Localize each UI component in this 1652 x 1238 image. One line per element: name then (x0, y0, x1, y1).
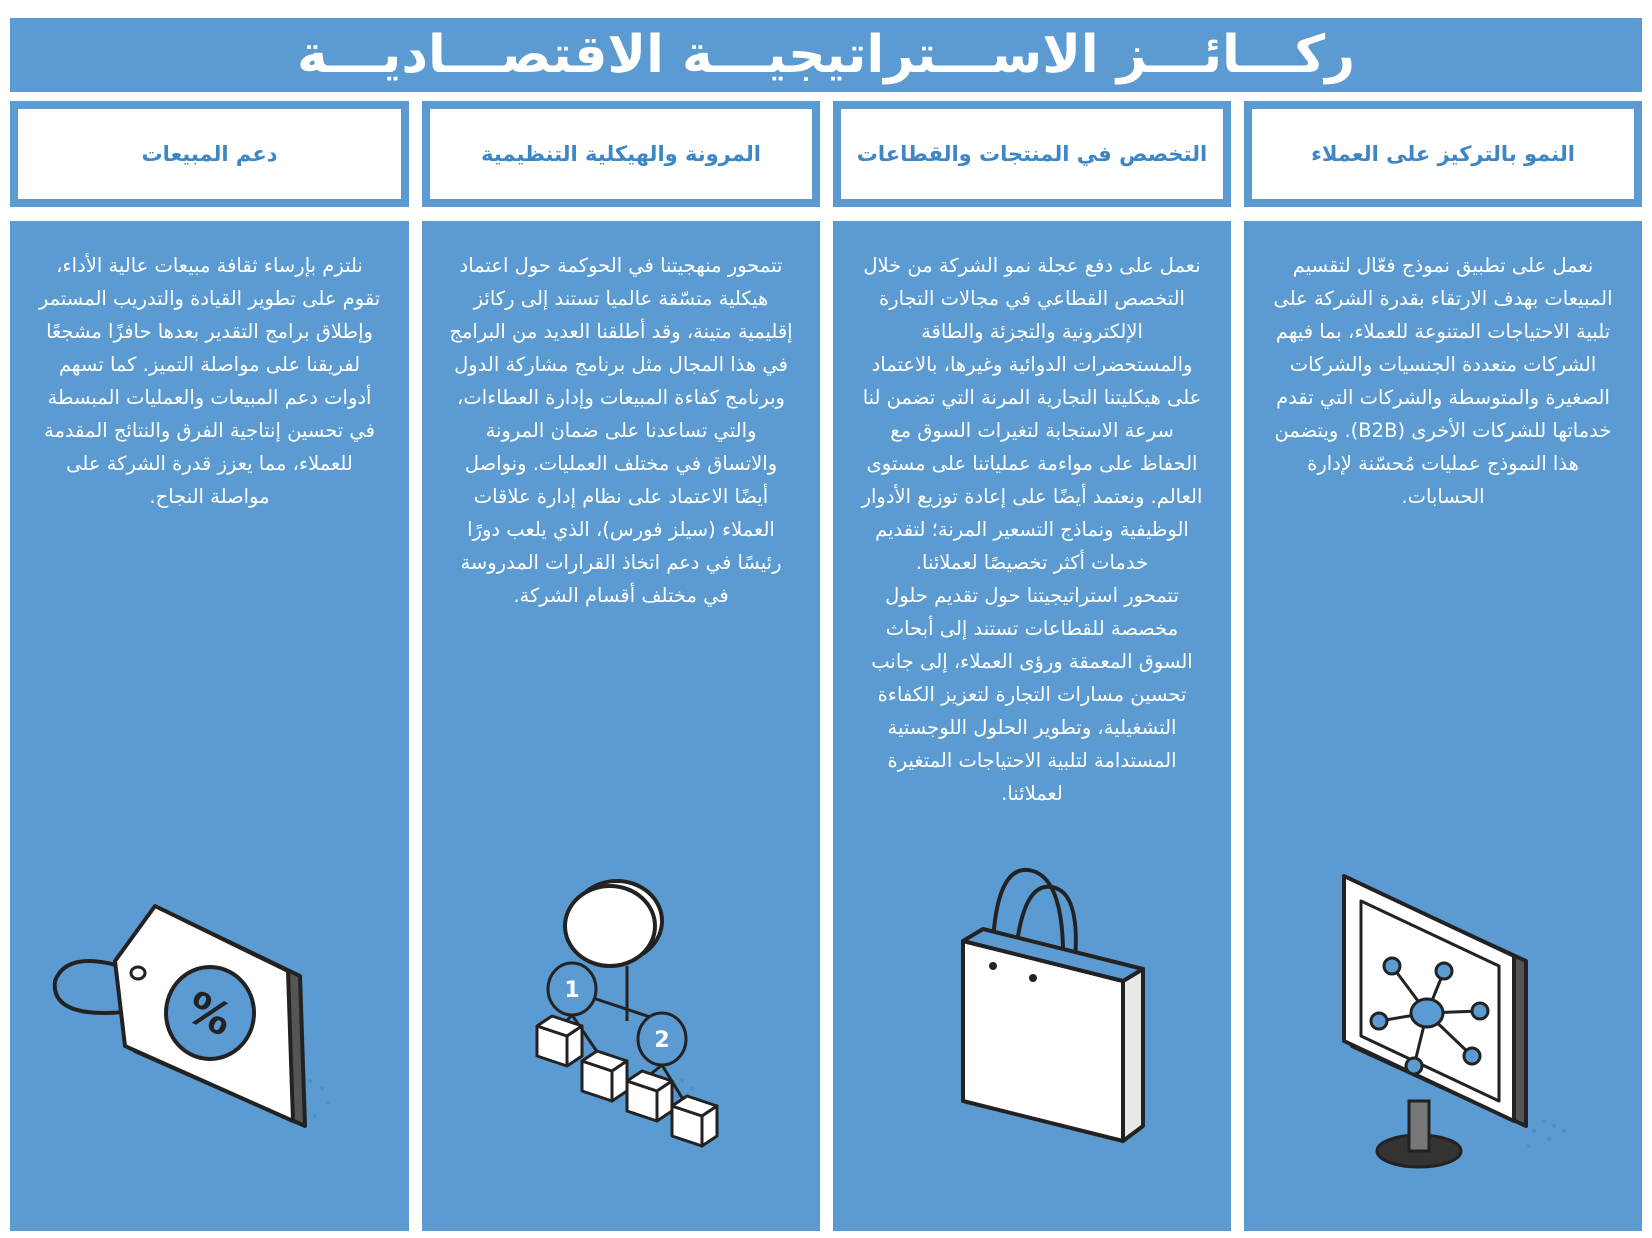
column-gap (820, 221, 833, 1231)
column-2-body (833, 221, 1231, 1231)
column-gap (1231, 221, 1244, 1231)
column-4-text: نلتزم بإرساء ثقافة مبيعات عالية الأداء، تقوم على تطوير القيادة والتدريب المستمر وإطلاق برامج التقدير بعدها حافزًا مشجعًا لفريقنا على مواصلة التميز. كما تسهم أدوات دعم المبيعات والعمليات المبسطة في تحسين إنتاجية الفرق والنتائج المقدمة للعملاء، مما يعزز قدرة الشركة على مواصلة النجاح. (38, 254, 381, 508)
column-2-text-2: تتمحور استراتيجيتنا حول تقديم حلول مخصصة للقطاعات تستند إلى أبحاث السوق المعمقة ورؤى العملاء، إلى جانب تحسين مسارات التجارة لتعزيز الكفاءة التشغيلية، وتطوير الحلول اللوجستية المستدامة لتلبية الاحتياجات المتغيرة لعملائنا. (871, 584, 1193, 805)
column-4-heading: دعم المبيعات (141, 142, 278, 166)
page-title: ركـــائـــز الاســـتراتيجيـــة الاقتصـــاديـــة (296, 25, 1356, 85)
column-1-header (1244, 101, 1642, 207)
column-2-header (833, 101, 1231, 207)
column-1-heading: النمو بالتركيز على العملاء (1311, 142, 1575, 166)
node-2-label: 2 (654, 1028, 670, 1053)
shopping-bag-icon (833, 221, 1231, 1231)
column-3-header (422, 101, 820, 207)
column-3-heading: المرونة والهيكلية التنظيمية (481, 142, 761, 166)
column-2-text: نعمل على دفع عجلة نمو الشركة من خلال التخصص القطاعي في مجالات التجارة الإلكترونية والتجزئة والطاقة والمستحضرات الدوائية وغيرها، بالاعتماد على هيكليتنا التجارية المرنة التي تضمن لنا سرعة الاستجابة لتغيرات السوق مع الحفاظ على مواءمة عملياتنا على مستوى العالم. ونعتمد أيضًا على إعادة توزيع الأدوار الوظيفية ونماذج التسعير المرنة؛ لتقديم خدمات أكثر تخصيصًا لعملائنا. (861, 254, 1203, 574)
column-4-header (10, 101, 409, 207)
column-3-text: تتمحور منهجيتنا في الحوكمة حول اعتماد هيكلية متسّقة عالميا تستند إلى ركائز إقليمية متينة، وقد أطلقنا العديد من البرامج في هذا المجال مثل برنامج مشاركة الدول وبرنامج كفاءة المبيعات وإدارة العطاءات، والتي تساعدنا على ضمان المرونة والاتساق في مختلف العمليات. ونواصل أيضًا الاعتماد على نظام إدارة علاقات العملاء (سيلز فورس)، الذي يلعب دورًا رئيسًا في دعم اتخاذ القرارات المدروسة في مختلف أقسام الشركة. (449, 254, 793, 607)
column-2-heading: التخصص في المنتجات والقطاعات (856, 142, 1208, 166)
column-1-body (1244, 221, 1642, 1231)
percent-symbol: % (178, 981, 241, 1047)
org-chart-icon (422, 221, 820, 1231)
title-banner (10, 18, 1642, 92)
column-3-body (422, 221, 820, 1231)
column-4-body (10, 221, 409, 1231)
column-gap (409, 221, 422, 1231)
monitor-network-icon (1244, 221, 1642, 1231)
node-1-label: 1 (564, 978, 580, 1003)
column-1-text: نعمل على تطبيق نموذج فعّال لتقسيم المبيعات بهدف الارتقاء بقدرة الشركة على تلبية الاحتياجات المتنوعة للعملاء، بما فيهم الشركات متعددة الجنسيات والشركات الصغيرة والمتوسطة والشركات التي تقدم خدماتها للشركات الأخرى (B2B). ويتضمن هذا النموذج عمليات مُحسّنة لإدارة الحسابات. (1273, 254, 1613, 508)
discount-tag-icon (10, 221, 409, 1231)
